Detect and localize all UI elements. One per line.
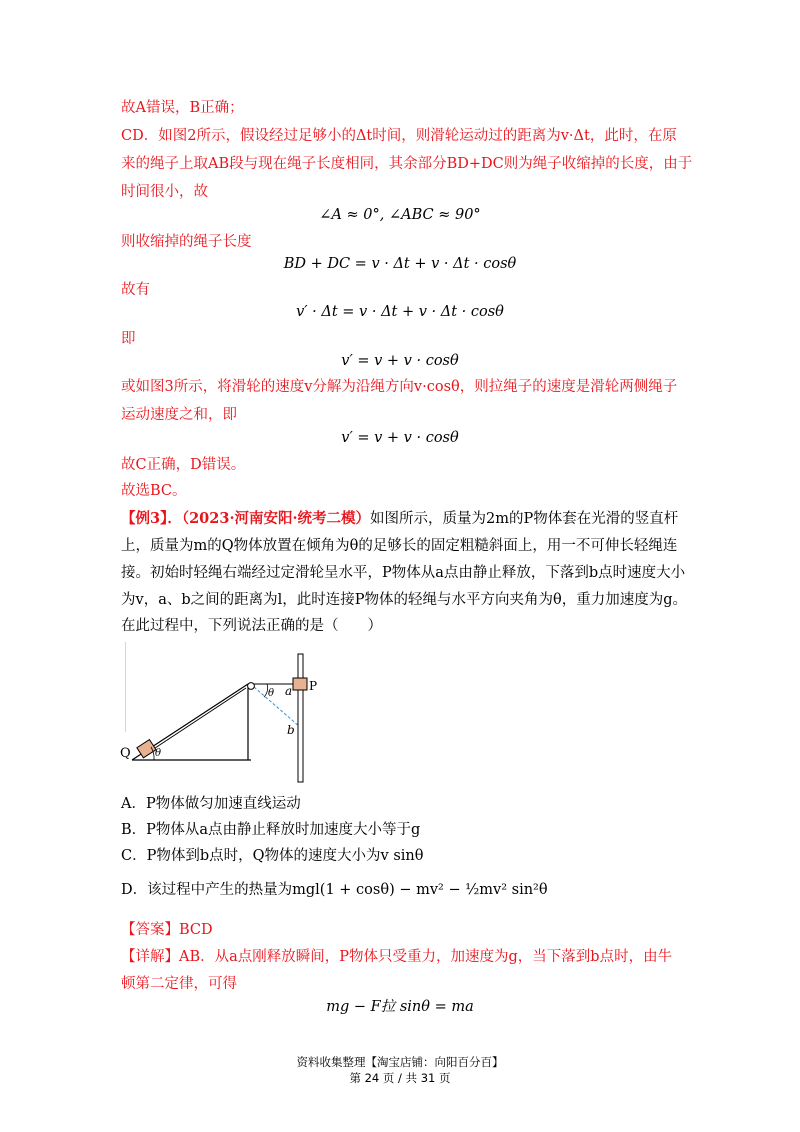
block-P — [293, 678, 307, 690]
example-header — [121, 509, 678, 529]
answer-label: 【答案】BCD — [121, 922, 213, 938]
equation: mg − F拉 sinθ = ma — [326, 999, 474, 1015]
rope-incline — [149, 688, 246, 752]
text-line: 上，质量为m的Q物体放置在倾角为θ的足够长的固定粗糙斜面上，用一不可伸长轻绳连 — [121, 538, 678, 554]
text-line: 故A错误，B正确； — [121, 100, 244, 116]
example-text: 如图所示，质量为2m的P物体套在光滑的竖直杆 — [370, 511, 679, 527]
label-theta-incline: θ — [155, 748, 162, 759]
example-tag: 【例3】．（2023·河南安阳·统考二模） — [121, 510, 371, 527]
figure-edge — [125, 642, 126, 732]
pulley-icon — [248, 683, 255, 690]
label-a: a — [285, 684, 293, 698]
text-line: 为v，a、b之间的距离为l，此时连接P物体的轻绳与水平方向夹角为θ，重力加速度为g。 — [121, 592, 688, 608]
text-line: 运动速度之和，即 — [121, 407, 237, 423]
text-line: 故C正确，D错误。 — [121, 457, 246, 473]
text-line: CD．如图2所示，假设经过足够小的Δt时间，则滑轮运动过的距离为v·Δt，此时，在原 — [121, 128, 677, 144]
text-line: 来的绳子上取AB段与现在绳子长度相同，其余部分BD+DC则为绳子收缩掉的长度，由于 — [121, 156, 693, 172]
footer-source: 资料收集整理【淘宝店铺：向阳百分百】 — [296, 1055, 504, 1069]
equation: v′ · Δt = v · Δt + v · Δt · cosθ — [296, 304, 504, 320]
option-d: D．该过程中产生的热量为mgl(1 + cosθ) − mv² − ½mv² sin²θ — [121, 882, 548, 898]
text-line: 在此过程中，下列说法正确的是（ ） — [121, 618, 382, 634]
physics-diagram — [118, 640, 338, 790]
text-line: 【详解】AB．从a点刚释放瞬间，P物体只受重力，加速度为g，当下落到b点时，由牛 — [121, 949, 673, 965]
label-P: P — [309, 679, 318, 693]
rope-final-dashed — [254, 687, 300, 727]
equation: ∠A ≈ 0°, ∠ABC ≈ 90° — [319, 207, 481, 223]
label-theta-rope: θ — [268, 688, 275, 699]
equation: v′ = v + v · cosθ — [341, 430, 459, 446]
text-line: 故有 — [121, 282, 150, 298]
text-line: 即 — [121, 331, 136, 347]
label-b: b — [287, 723, 295, 737]
option-c: C．P物体到b点时，Q物体的速度大小为v sinθ — [121, 848, 424, 864]
text-line: 时间很小，故 — [121, 184, 208, 200]
equation: BD + DC = v · Δt + v · Δt · cosθ — [283, 256, 517, 272]
footer-page-number: 第 24 页 / 共 31 页 — [349, 1071, 451, 1085]
label-Q: Q — [120, 746, 131, 761]
text-line: 接。初始时轻绳右端经过定滑轮呈水平，P物体从a点由静止释放，下落到b点时速度大小 — [121, 565, 686, 581]
text-line: 故选BC。 — [121, 483, 187, 499]
option-b: B．P物体从a点由静止释放时加速度大小等于g — [121, 822, 421, 838]
text-line: 顿第二定律，可得 — [121, 976, 237, 992]
option-a: A．P物体做匀加速直线运动 — [121, 796, 301, 812]
text-line: 或如图3所示，将滑轮的速度v分解为沿绳方向v·cosθ，则拉绳子的速度是滑轮两侧绳子 — [121, 379, 678, 395]
text-line: 则收缩掉的绳子长度 — [121, 234, 252, 250]
equation: v′ = v + v · cosθ — [341, 353, 459, 369]
vertical-rod — [298, 654, 303, 782]
